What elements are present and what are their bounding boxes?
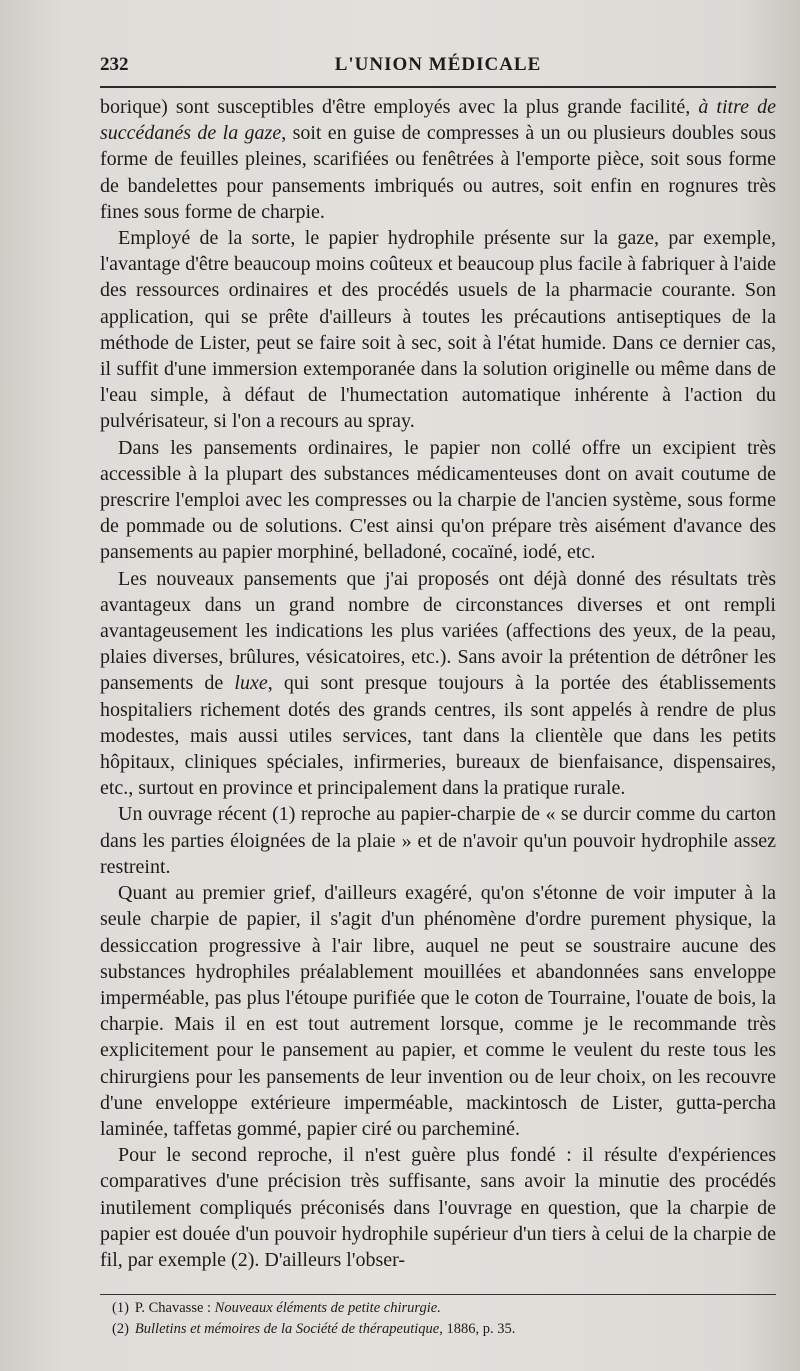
footnote-2 — [112, 1319, 772, 1340]
running-title: L'UNION MÉDICALE — [334, 54, 542, 75]
page-header — [100, 52, 776, 82]
paragraph-p7 — [100, 1142, 776, 1273]
footnote-1 — [112, 1298, 772, 1319]
footnote-text: , 1886, p. 35. — [439, 1321, 516, 1337]
footnote-italic-text: Bulletins et mémoires de la Société de thérapeutique — [134, 1321, 440, 1337]
footnotes — [112, 1298, 772, 1340]
footnote-text: P. Chavasse : — [134, 1300, 215, 1316]
paragraph-p1 — [100, 94, 776, 225]
paragraph-p2 — [100, 225, 776, 435]
text-segment: , qui sont presque toujours à la portée des établissements hospitaliers richement dotés des grands centres, ils sont appelés à rendre de plus modestes, mais aussi utiles services, tant dans la clientèle que dans les petits hôpitaux, cliniques spéciales, infirmeries, bureaux de bienfaisance, dispensaires, etc., surtout en province et principalement dans la pratique rurale. — [100, 672, 777, 800]
body-text — [100, 94, 776, 1273]
page-number: 232 — [100, 54, 129, 75]
italic-text: à titre de succédanés de la gaze — [100, 96, 776, 145]
text-segment: Employé de la sorte, le papier hydrophile présente sur la gaze, par exemple, l'avantage d'être beaucoup moins coûteux et beaucoup plus facile à fabriquer à l'aide des ressources ordinaires et des procédés usuels de la pharmacie courante. Son application, qui se prête d'ailleurs à toutes les précautions antiseptiques de la méthode de Lister, peut se faire soit à sec, soit à l'état humide. Dans ce dernier cas, il suffit d'une immersion extemporanée dans la solution originelle ou même dans de l'eau simple, à défaut de l'humectation automatique inhérente à l'action du pulvérisateur, si l'on a recours au spray. — [100, 227, 776, 433]
paragraph-p4 — [100, 566, 776, 802]
footnote-number: (1) — [112, 1300, 129, 1316]
italic-text: luxe — [234, 672, 268, 695]
footnote-italic-text: Nouveaux éléments de petite chirurgie. — [214, 1300, 441, 1316]
text-segment: borique) sont susceptibles d'être employés avec la plus grande facilité, — [100, 96, 699, 118]
text-segment: Dans les pansements ordinaires, le papier non collé offre un excipient très accessible à la plupart des substances médicamenteuses dont on avait coutume de prescrire l'emploi avec les compresses ou la charpie de l'ancien système, sous forme de pommade ou de solutions. C'est ainsi qu'on prépare très aisément d'avance des pansements au papier morphiné, belladoné, cocaïné, iodé, etc. — [100, 436, 776, 564]
text-segment: Quant au premier grief, d'ailleurs exagéré, qu'on s'étonne de voir imputer à la seule charpie de papier, il s'agit d'un phénomène d'ordre purement physique, la dessiccation progressive à l'air libre, auquel ne peut se soustraire aucune des substances hydrophiles préalablement mouillées et abandonnées sans enveloppe imperméable, pas plus l'étoupe purifiée que le coton de Tourraine, l'ouate de bois, la charpie. Mais il en est tout autrement lorsque, comme je le recommande très explicitement pour le pansement au papier, et comme le veulent du reste tous les chirurgiens pour les pansements de leur invention ou de leur choix, on les recouvre d'une enveloppe extérieure imperméable, mackintosch de Lister, gutta-percha laminée, taffetas gommé, papier ciré ou parcheminé. — [100, 882, 776, 1140]
footnote-rule — [100, 1294, 776, 1295]
text-segment: Les nouveaux pansements que j'ai proposés ont déjà donné des résultats très avantageux dans un grand nombre de circonstances diverses et ont rempli avantageusement les indications les plus variées (affections des yeux, de la peau, plaies diverses, brûlures, vésicatoires, etc.). Sans avoir la prétention de détrôner les pansements de — [100, 567, 776, 695]
text-segment: , soit en guise de compresses à un ou plusieurs doubles sous forme de feuilles pleines, scarifiées ou fenêtrées à l'emporte pièce, soit sous forme de bandelettes pour pansements imbriqués ou autres, soit enfin en rognures très fines sous forme de charpie. — [100, 122, 776, 223]
paragraph-p6 — [100, 880, 776, 1142]
header-rule — [100, 86, 776, 88]
text-segment: Pour le second reproche, il n'est guère plus fondé : il résulte d'expériences comparatives d'une précision très suffisante, sans avoir la minutie des procédés inutilement compliqués préconisés dans l'ouvrage en question, que la charpie de papier est douée d'un pouvoir hydrophile supérieur d'un tiers à celui de la charpie de fil, par exemple (2). D'ailleurs l'obser- — [100, 1144, 776, 1271]
paragraph-p3 — [100, 435, 776, 566]
footnote-number: (2) — [112, 1321, 129, 1337]
text-segment: Un ouvrage récent (1) reproche au papier-charpie de « se durcir comme du carton dans les parties éloignées de la plaie » et de n'avoir qu'un pouvoir hydrophile assez restreint. — [100, 803, 776, 878]
paragraph-p5 — [100, 801, 776, 880]
